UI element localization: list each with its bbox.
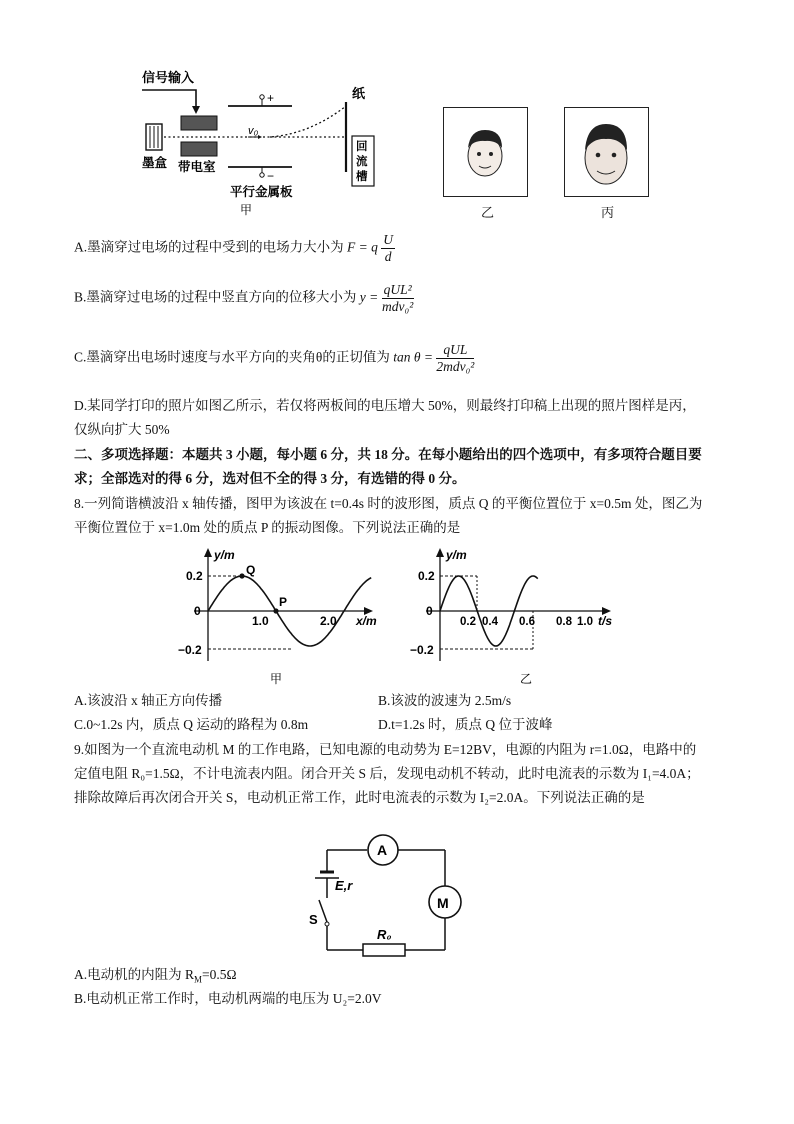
fig-jia-label: 甲 bbox=[240, 203, 253, 217]
q9-option-a: A.电动机的内阻为 $R_M=0.5\Omega$ bbox=[74, 967, 237, 985]
charge-room-label: 带电室 bbox=[178, 160, 216, 174]
wave-graph-jia bbox=[172, 545, 382, 690]
q7-a-text: A.墨滴穿过电场的过程中受到的电场力大小为 bbox=[74, 239, 344, 255]
v0-label: v₀ bbox=[248, 125, 259, 137]
q8-option-a: A.该波沿 x 轴正方向传播 bbox=[74, 693, 223, 708]
q7-b-lhs: y = bbox=[359, 289, 379, 305]
q9-stem-line3: 排除故障后再次闭合开关 S，电动机正常工作，此时电流表的示数为 I₂=2.0A。下列说法正确的是 bbox=[74, 790, 645, 805]
q7-option-d-line1: D.某同学打印的照片如图乙所示，若仅将两板间的电压增大 50%，则最终打印稿上出现的照片图样是丙， bbox=[74, 398, 696, 413]
yi-xtick-08: 0.8 bbox=[556, 616, 572, 628]
q7-c-fraction bbox=[436, 342, 474, 375]
yi-xtick-04: 0.4 bbox=[482, 616, 498, 628]
q7-a-lhs: F = q bbox=[347, 239, 378, 255]
small-face-image bbox=[444, 108, 527, 196]
jia-ytick-bottom: −0.2 bbox=[178, 643, 202, 657]
jia-xtick-1: 1.0 bbox=[252, 614, 269, 628]
q8-option-c: C.0~1.2s 内，质点 Q 运动的路程为 0.8m bbox=[74, 717, 309, 732]
q7-c-num: qUL bbox=[436, 342, 474, 359]
yi-caption: 乙 bbox=[520, 672, 533, 686]
q7-a-num: U bbox=[383, 232, 393, 247]
photo-bing-label: 丙 bbox=[601, 205, 615, 220]
switch-lever bbox=[319, 900, 327, 922]
q8-stem-line1: 8.一列简谐横波沿 x 轴传播，图甲为该波在 t=0.4s 时的波形图，质点 Q 的平衡位置位于 x=0.5m 处，图乙为 bbox=[74, 496, 703, 511]
paper-label: 纸 bbox=[352, 86, 366, 101]
jia-label-p: P bbox=[279, 595, 288, 609]
q7-option-d-line2: 仅纵向扩大 50% bbox=[74, 422, 170, 437]
q7-b-fraction bbox=[382, 282, 414, 315]
q8-option-d: D.t=1.2s 时，质点 Q 位于波峰 bbox=[378, 717, 553, 732]
minus-terminal: − bbox=[267, 169, 275, 183]
q7-option-a bbox=[74, 232, 395, 265]
resistor-label: R₀ bbox=[377, 927, 392, 942]
photo-yi-label: 乙 bbox=[481, 205, 495, 220]
jia-ylabel: y/m bbox=[214, 548, 235, 562]
signal-input-label: 信号输入 bbox=[142, 70, 195, 85]
section2-heading-line2: 求；全部选对的得 6 分，选对但不全的得 3 分，有选错的得 0 分。 bbox=[74, 471, 466, 486]
trough-char-3: 槽 bbox=[356, 171, 368, 183]
trough-char-2: 流 bbox=[356, 156, 368, 168]
q7-b-text: B.墨滴穿过电场的过程中竖直方向的位移大小为 bbox=[74, 289, 357, 305]
section2-heading-line1: 二、多项选择题：本题共 3 小题，每小题 6 分，共 18 分。在每小题给出的四个选项中，有多项符合题目要 bbox=[74, 447, 702, 462]
q7-a-fraction bbox=[381, 232, 395, 265]
q7-c-lhs: tan θ = bbox=[393, 349, 433, 365]
source-label: E,r bbox=[335, 878, 353, 893]
switch-contact bbox=[325, 922, 329, 926]
q7-c-text: C.墨滴穿出电场时速度与水平方向的夹角θ的正切值为 bbox=[74, 349, 390, 365]
jia-ytick-zero: 0 bbox=[194, 604, 201, 618]
q7-b-den: mdv₀² bbox=[382, 299, 414, 314]
q7-b-num: qUL² bbox=[383, 282, 412, 297]
yi-xtick-10: 1.0 bbox=[577, 616, 593, 628]
yi-ytick-zero: 0 bbox=[426, 604, 433, 618]
q7-a-den: d bbox=[384, 249, 392, 264]
jia-xlabel: x/m bbox=[356, 614, 377, 628]
motor-label: M bbox=[437, 895, 449, 911]
q7-option-c bbox=[74, 342, 474, 375]
yi-ylabel: y/m bbox=[446, 548, 467, 562]
jia-point-p bbox=[273, 608, 278, 613]
q8-option-b: B.该波的波速为 2.5m/s bbox=[378, 693, 512, 708]
yi-y-arrow bbox=[436, 548, 444, 557]
photo-bing bbox=[564, 107, 649, 197]
q9-stem-line1: 9.如图为一个直流电动机 M 的工作电路，已知电源的电动势为 E=12BV，电源的内阻为 r=1.0Ω，电路中的 bbox=[74, 742, 697, 757]
switch-label: S bbox=[309, 912, 318, 927]
ammeter-label: A bbox=[377, 842, 388, 858]
q7-c-den: 2mdv₀² bbox=[436, 359, 475, 374]
q8-stem-line2: 平衡位置位于 x=1.0m 处的质点 P 的振动图像。下列说法正确的是 bbox=[74, 520, 461, 535]
q9-option-b: B.电动机正常工作时，电动机两端的电压为 U₂=2.0V bbox=[74, 991, 382, 1006]
jia-label-q: Q bbox=[246, 563, 256, 577]
yi-ytick-bottom: −0.2 bbox=[410, 643, 434, 657]
jia-y-arrow bbox=[204, 548, 212, 557]
yi-xtick-06: 0.6 bbox=[519, 616, 535, 628]
inkjet-diagram bbox=[130, 68, 390, 218]
plates-label: 平行金属板 bbox=[230, 185, 293, 199]
q7-option-b bbox=[74, 282, 414, 315]
motor-circuit-diagram bbox=[305, 828, 475, 963]
plus-terminal: + bbox=[267, 91, 275, 105]
large-face-image bbox=[565, 108, 648, 196]
jia-caption: 甲 bbox=[270, 672, 283, 686]
yi-xtick-02: 0.2 bbox=[460, 616, 476, 628]
trough-char-1: 回 bbox=[356, 141, 368, 153]
q9-stem-line2: 定值电阻 R₀=1.5Ω，不计电流表内阻。闭合开关 S 后，发现电动机不转动，此时电流表的示数为 I₁=4.0A； bbox=[74, 766, 700, 781]
jia-xtick-2: 2.0 bbox=[320, 614, 337, 628]
yi-xlabel: t/s bbox=[598, 614, 613, 628]
jia-point-q bbox=[239, 573, 244, 578]
resistor-symbol bbox=[363, 944, 405, 956]
jia-ytick-top: 0.2 bbox=[186, 569, 203, 583]
photo-yi bbox=[443, 107, 528, 197]
ink-box-label: 墨盒 bbox=[142, 156, 168, 170]
yi-ytick-top: 0.2 bbox=[418, 569, 435, 583]
vibration-graph-yi bbox=[402, 545, 622, 690]
